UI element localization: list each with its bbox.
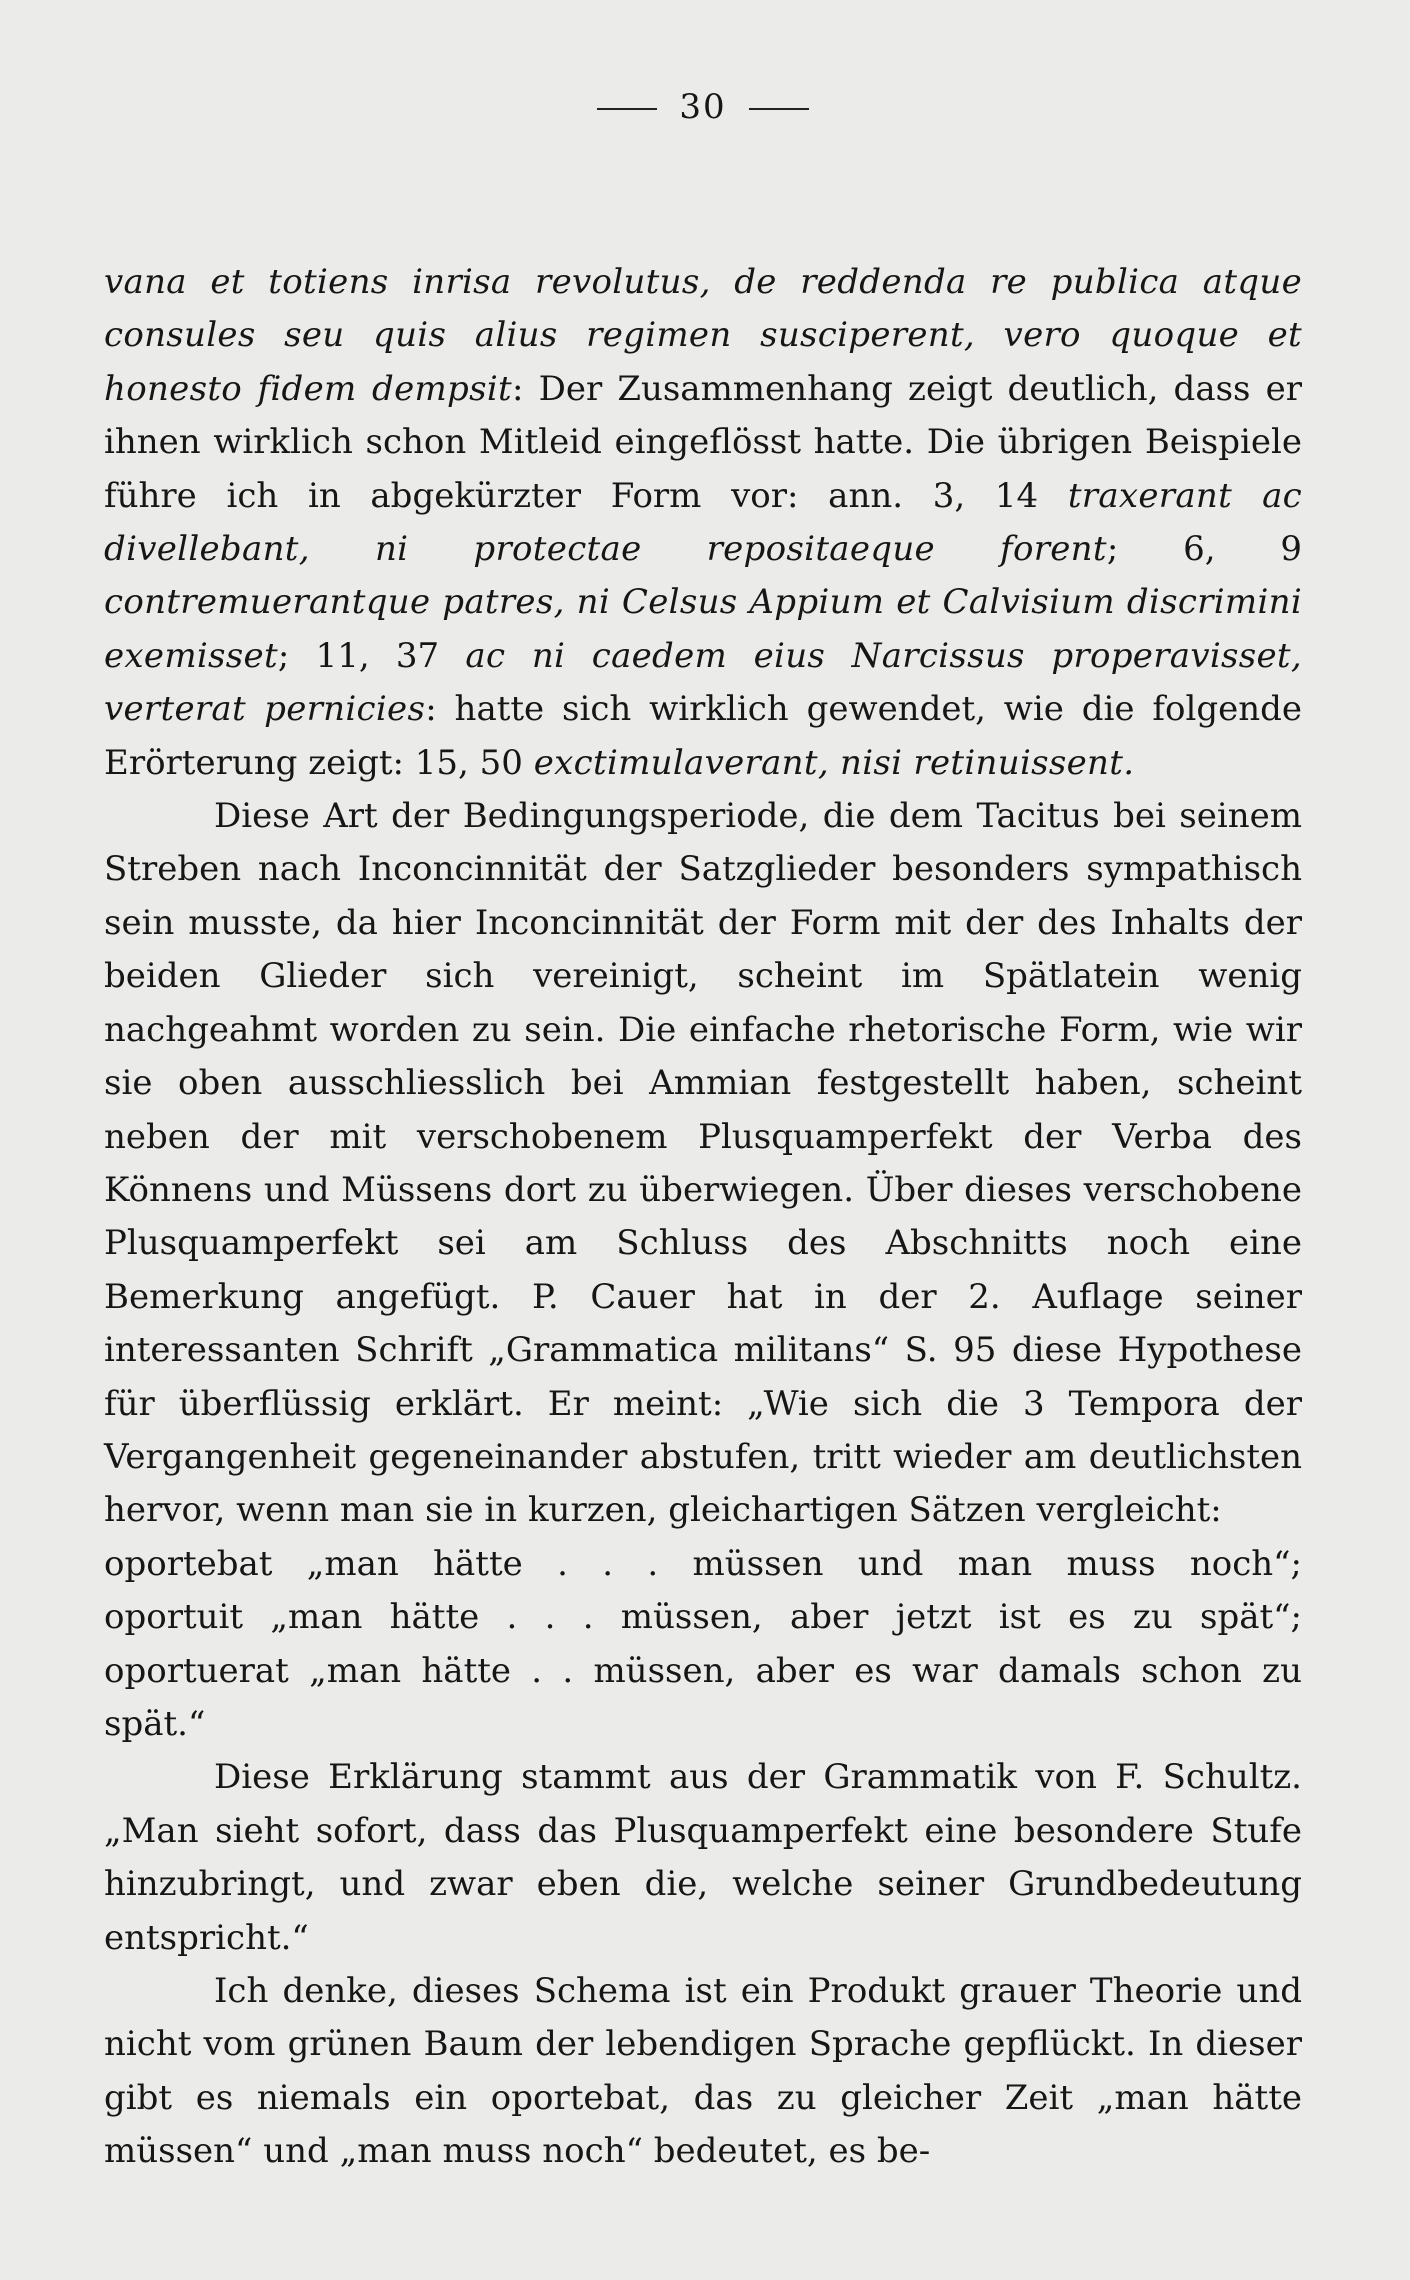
latin-quote-1: vana et totiens inrisa revolutus, de reddenda re publica atque consules seu quis alius regimen susciperent, vero quoque et honesto fidem dempsit	[104, 262, 1302, 409]
text-run-2: ; 6, 9	[1106, 529, 1302, 570]
latin-quote-2: traxerant ac divellebant, ni protectae repositaeque forent	[104, 475, 1302, 570]
header-dash-right	[749, 108, 809, 110]
latin-quote-5: exctimulaverant, nisi retinuissent.	[533, 742, 1135, 783]
latin-quote-4: ac ni caedem eius Narcissus properavisset, verterat pernicies	[104, 635, 1302, 730]
example-line-oportuit: oportuit „man hätte . . . müssen, aber jetzt ist es zu spät“;	[104, 1597, 1302, 1638]
text-run-4: : hatte sich wirklich gewendet, wie die folgende Erörterung zeigt: 15, 50	[104, 689, 1303, 783]
paragraph-3: Diese Erklärung stammt aus der Grammatik von F. Schultz. „Man sieht sofort, dass das Plusquamperfekt eine besondere Stufe hinzubringt, und zwar eben die, welche seiner Grundbedeutung entspricht.“	[104, 1757, 1302, 1958]
text-run-1: : Der Zusammenhang zeigt deutlich, dass er ihnen wirklich schon Mitleid eingeflösst hatte. Die übrigen Beispiele führe ich in abgekürzter Form vor: ann. 3, 14	[104, 368, 1302, 516]
header-dash-left	[597, 108, 657, 110]
paragraph-2: Diese Art der Bedingungsperiode, die dem Tacitus bei seinem Streben nach Inconcinnität der Satzglieder besonders sympathisch sein musste, da hier Inconcinnität der Form mit der des Inhalts der beiden Glieder sich vereinigt, scheint im Spätlatein wenig nachgeahmt worden zu sein. Die einfache rhetorische Form, wie wir sie oben ausschliesslich bei Ammian festgestellt haben, scheint neben der mit verschobenem Plusquamperfekt der Verba des Könnens und Müssens dort zu überwiegen. Über dieses verschobene Plusquamperfekt sei am Schluss des Abschnitts noch eine Bemerkung angefügt. P. Cauer hat in der 2. Auflage seiner interessanten Schrift „Grammatica militans“ S. 95 diese Hypothese für überflüssig erklärt. Er meint: „Wie sich die 3 Tempora der Vergangenheit gegeneinander abstufen, tritt wieder am deutlichsten hervor, wenn man sie in kurzen, gleichartigen Sätzen vergleicht:	[104, 796, 1302, 1531]
paragraph-4: Ich denke, dieses Schema ist ein Produkt grauer Theorie und nicht vom grünen Baum der lebendigen Sprache gepflückt. In dieser gibt es niemals ein oportebat, das zu gleicher Zeit „man hätte müssen“ und „man muss noch“ bedeutet, es be-	[104, 1971, 1302, 2172]
paragraph-1	[104, 256, 1302, 790]
example-line-oportuerat: oportuerat „man hätte . . müssen, aber es war damals schon zu spät.“	[104, 1650, 1302, 1744]
text-run-3: ; 11, 37	[277, 635, 466, 676]
latin-quote-3: contremuerantque patres, ni Celsus Appium et Calvisium discrimini exemisset	[104, 582, 1302, 676]
example-line-oportebat: oportebat „man hätte . . . müssen und man muss noch“;	[104, 1543, 1302, 1584]
page-number: 30	[679, 87, 727, 127]
page-header	[104, 82, 1302, 132]
